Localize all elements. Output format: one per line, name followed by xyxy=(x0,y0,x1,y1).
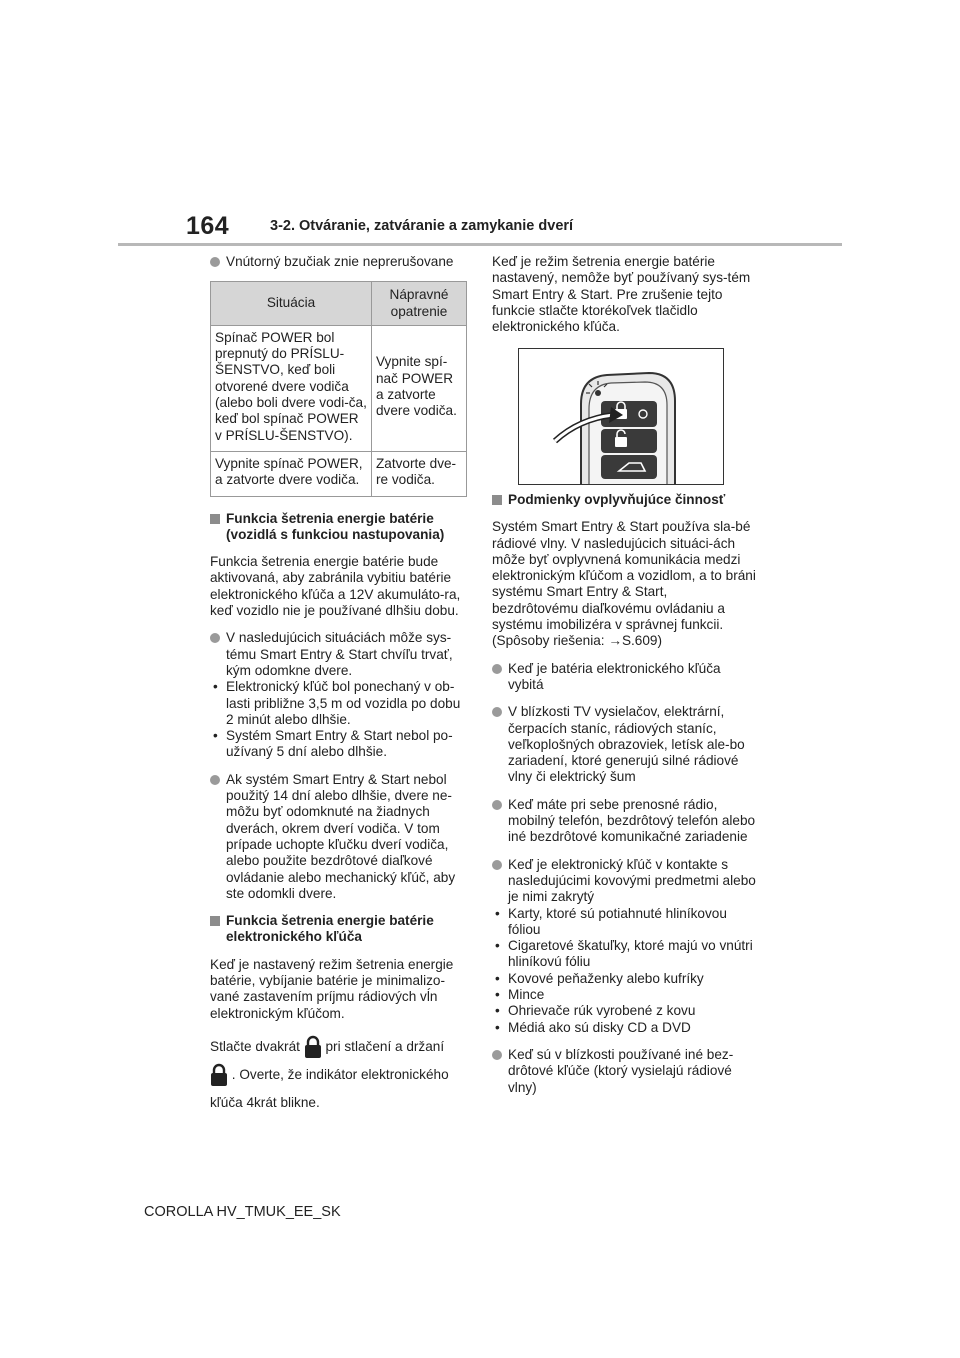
bullet-item: Vnútorný bzučiak znie neprerušovane xyxy=(210,254,468,270)
bullet-item: Keď máte pri sebe prenosné rádio, mobilný telefón, bezdrôtový telefón alebo iné bezdrôtové komunikačné zariadenie xyxy=(492,797,756,846)
bullet-dot-icon xyxy=(492,860,502,870)
list-item: • Kovové peňaženky alebo kufríky xyxy=(495,970,704,986)
paragraph: Stlačte dvakrát pri stlačení a držaní . Overte, že indikátor elektronického kľúča 4krát blikne. xyxy=(210,1033,468,1117)
bullet-item: V blízkosti TV vysielačov, elektrární, čerpacích staníc, rádiových staníc, veľkoplošných obrazoviek, letísk ale-bo zariadení, ktoré generujú silné rádiové vlny či elektrický šum xyxy=(492,704,756,785)
key-fob-image xyxy=(519,349,723,484)
bullet-dot-icon xyxy=(492,664,502,674)
paragraph: Keď je režim šetrenia energie batérie nastavený, nemôže byť používaný sys-tém Smart Entry & Start. Pre zrušenie tejto funkcie stlačte ktorékoľvek tlačidlo elektronického kľúča. xyxy=(492,254,751,335)
table-cell: Vypnite spínač POWER, a zatvorte dvere vodiča. xyxy=(211,451,372,496)
square-bullet-icon xyxy=(492,495,502,505)
left-column xyxy=(210,254,468,1128)
table-cell: Zatvorte dve-re vodiča. xyxy=(372,451,467,496)
page-number: 164 xyxy=(186,212,230,240)
right-column-top xyxy=(492,254,756,346)
table-cell: Spínač POWER bol prepnutý do PRÍSLU-ŠENSTVO, keď boli otvorené dvere vodiča (alebo boli dvere vodi-ča, keď bol spínač POWER v PRÍSLU-ŠENSTVO). xyxy=(211,325,372,451)
list-item: • Elektronický kľúč bol ponechaný v ob-lasti približne 3,5 m od vozidla po dobu 2 minút alebo dlhšie. xyxy=(213,679,461,727)
square-bullet-icon xyxy=(210,514,220,524)
sub-list xyxy=(210,679,468,760)
footer-model-code: COROLLA HV_TMUK_EE_SK xyxy=(144,1204,341,1220)
table-row xyxy=(211,325,467,451)
square-bullet-icon xyxy=(210,916,220,926)
list-item: • Mince xyxy=(495,987,545,1003)
sub-list xyxy=(492,906,756,1036)
paragraph: Keď je nastavený režim šetrenia energie batérie, vybíjanie batérie je minimalizo-vané zastavením príjmu rádiových vĺn elektronickým kľúčom. xyxy=(210,956,454,1021)
section-heading: Podmienky ovplyvňujúce činnosť xyxy=(492,492,756,508)
bullet-item: Keď sú v blízkosti používané iné bez-drôtové kľúče (ktorý vysielajú rádiové vlny) xyxy=(492,1047,756,1096)
situation-table xyxy=(210,281,467,496)
table-header-situation: Situácia xyxy=(211,282,372,326)
list-item: • Systém Smart Entry & Start nebol po-užívaný 5 dní alebo dlhšie. xyxy=(213,728,453,760)
list-item: • Karty, ktoré sú potiahnuté hliníkovou fóliou xyxy=(495,905,727,937)
lock-icon xyxy=(210,1063,228,1087)
section-heading: Funkcia šetrenia energie batérie (vozidlá s funkciou nastupovania) xyxy=(210,511,468,544)
bullet-item: Keď je batéria elektronického kľúča vybitá xyxy=(492,661,756,694)
bullet-dot-icon xyxy=(492,707,502,717)
bullet-dot-icon xyxy=(210,633,220,643)
lock-icon xyxy=(304,1035,322,1059)
bullet-item: V nasledujúcich situáciách môže sys-tému Smart Entry & Start chvíľu trvať, kým odomkne dvere. • Elektronický kľúč bol ponechaný v ob-lasti približne 3,5 m od vozidla po dobu 2 minút alebo dlhšie. • Systém Smart Entry & Start nebol po-užívaný 5 dní alebo dlhšie. xyxy=(210,630,468,760)
paragraph: Funkcia šetrenia energie batérie bude aktivovaná, aby zabránila vybitiu batérie elektronického kľúča a 12V akumuláto-ra, keď vozidlo nie je používané dlhšiu dobu. xyxy=(210,554,461,619)
list-item: • Ohrievače rúk vyrobené z kovu xyxy=(495,1003,696,1019)
header-rule xyxy=(118,243,842,246)
bullet-dot-icon xyxy=(492,800,502,810)
table-header-row xyxy=(211,282,467,326)
list-item: • Cigaretové škatuľky, ktoré majú vo vnútri hliníkovú fóliu xyxy=(495,938,753,970)
table-header-remedy: Nápravné opatrenie xyxy=(372,282,467,326)
table-cell: Vypnite spí-nač POWER a zatvorte dvere vodiča. xyxy=(372,325,467,451)
smart-key-illustration xyxy=(518,348,724,485)
bullet-dot-icon xyxy=(210,775,220,785)
right-column xyxy=(492,492,756,1107)
list-item: • Médiá ako sú disky CD a DVD xyxy=(495,1019,691,1035)
paragraph: Systém Smart Entry & Start používa sla-bé rádiové vlny. V nasledujúcich situáci-ách môže byť ovplyvnená komunikácia medzi elektronickým kľúčom a vozidlom, a to bráni systému Smart Entry & Start, bezdrôtovému diaľkovému ovládaniu a systému imobilizéra v správnej funkcii. (Spôsoby riešenia: →S.609) xyxy=(492,519,756,649)
section-heading: Funkcia šetrenia energie batérie elektronického kľúča xyxy=(210,913,468,946)
bullet-dot-icon xyxy=(210,257,220,267)
bullet-dot-icon xyxy=(492,1050,502,1060)
bullet-item: Ak systém Smart Entry & Start nebol použitý 14 dní alebo dlhšie, dvere ne-môžu byť odomknuté na žiadnych dverách, okrem dverí vodiča. V tom prípade uchopte kľučku dverí vodiča, alebo použite bezdrôtové diaľkové ovládanie alebo mechanický kľúč, aby ste odomkli dvere. xyxy=(210,772,468,902)
chapter-title: 3-2. Otváranie, zatváranie a zamykanie dverí xyxy=(270,218,574,234)
table-row xyxy=(211,451,467,496)
bullet-item: Keď je elektronický kľúč v kontakte s nasledujúcimi kovovými predmetmi alebo je nimi zakrytý • Karty, ktoré sú potiahnuté hliníkovou fóliou • Cigaretové škatuľky, ktoré majú vo vnútri hliníkovú fóliu • Kovové peňaženky alebo kufríky • Mince • Ohrievače rúk vyrobené z kovu • Médiá ako sú disky CD a DVD xyxy=(492,857,756,1036)
